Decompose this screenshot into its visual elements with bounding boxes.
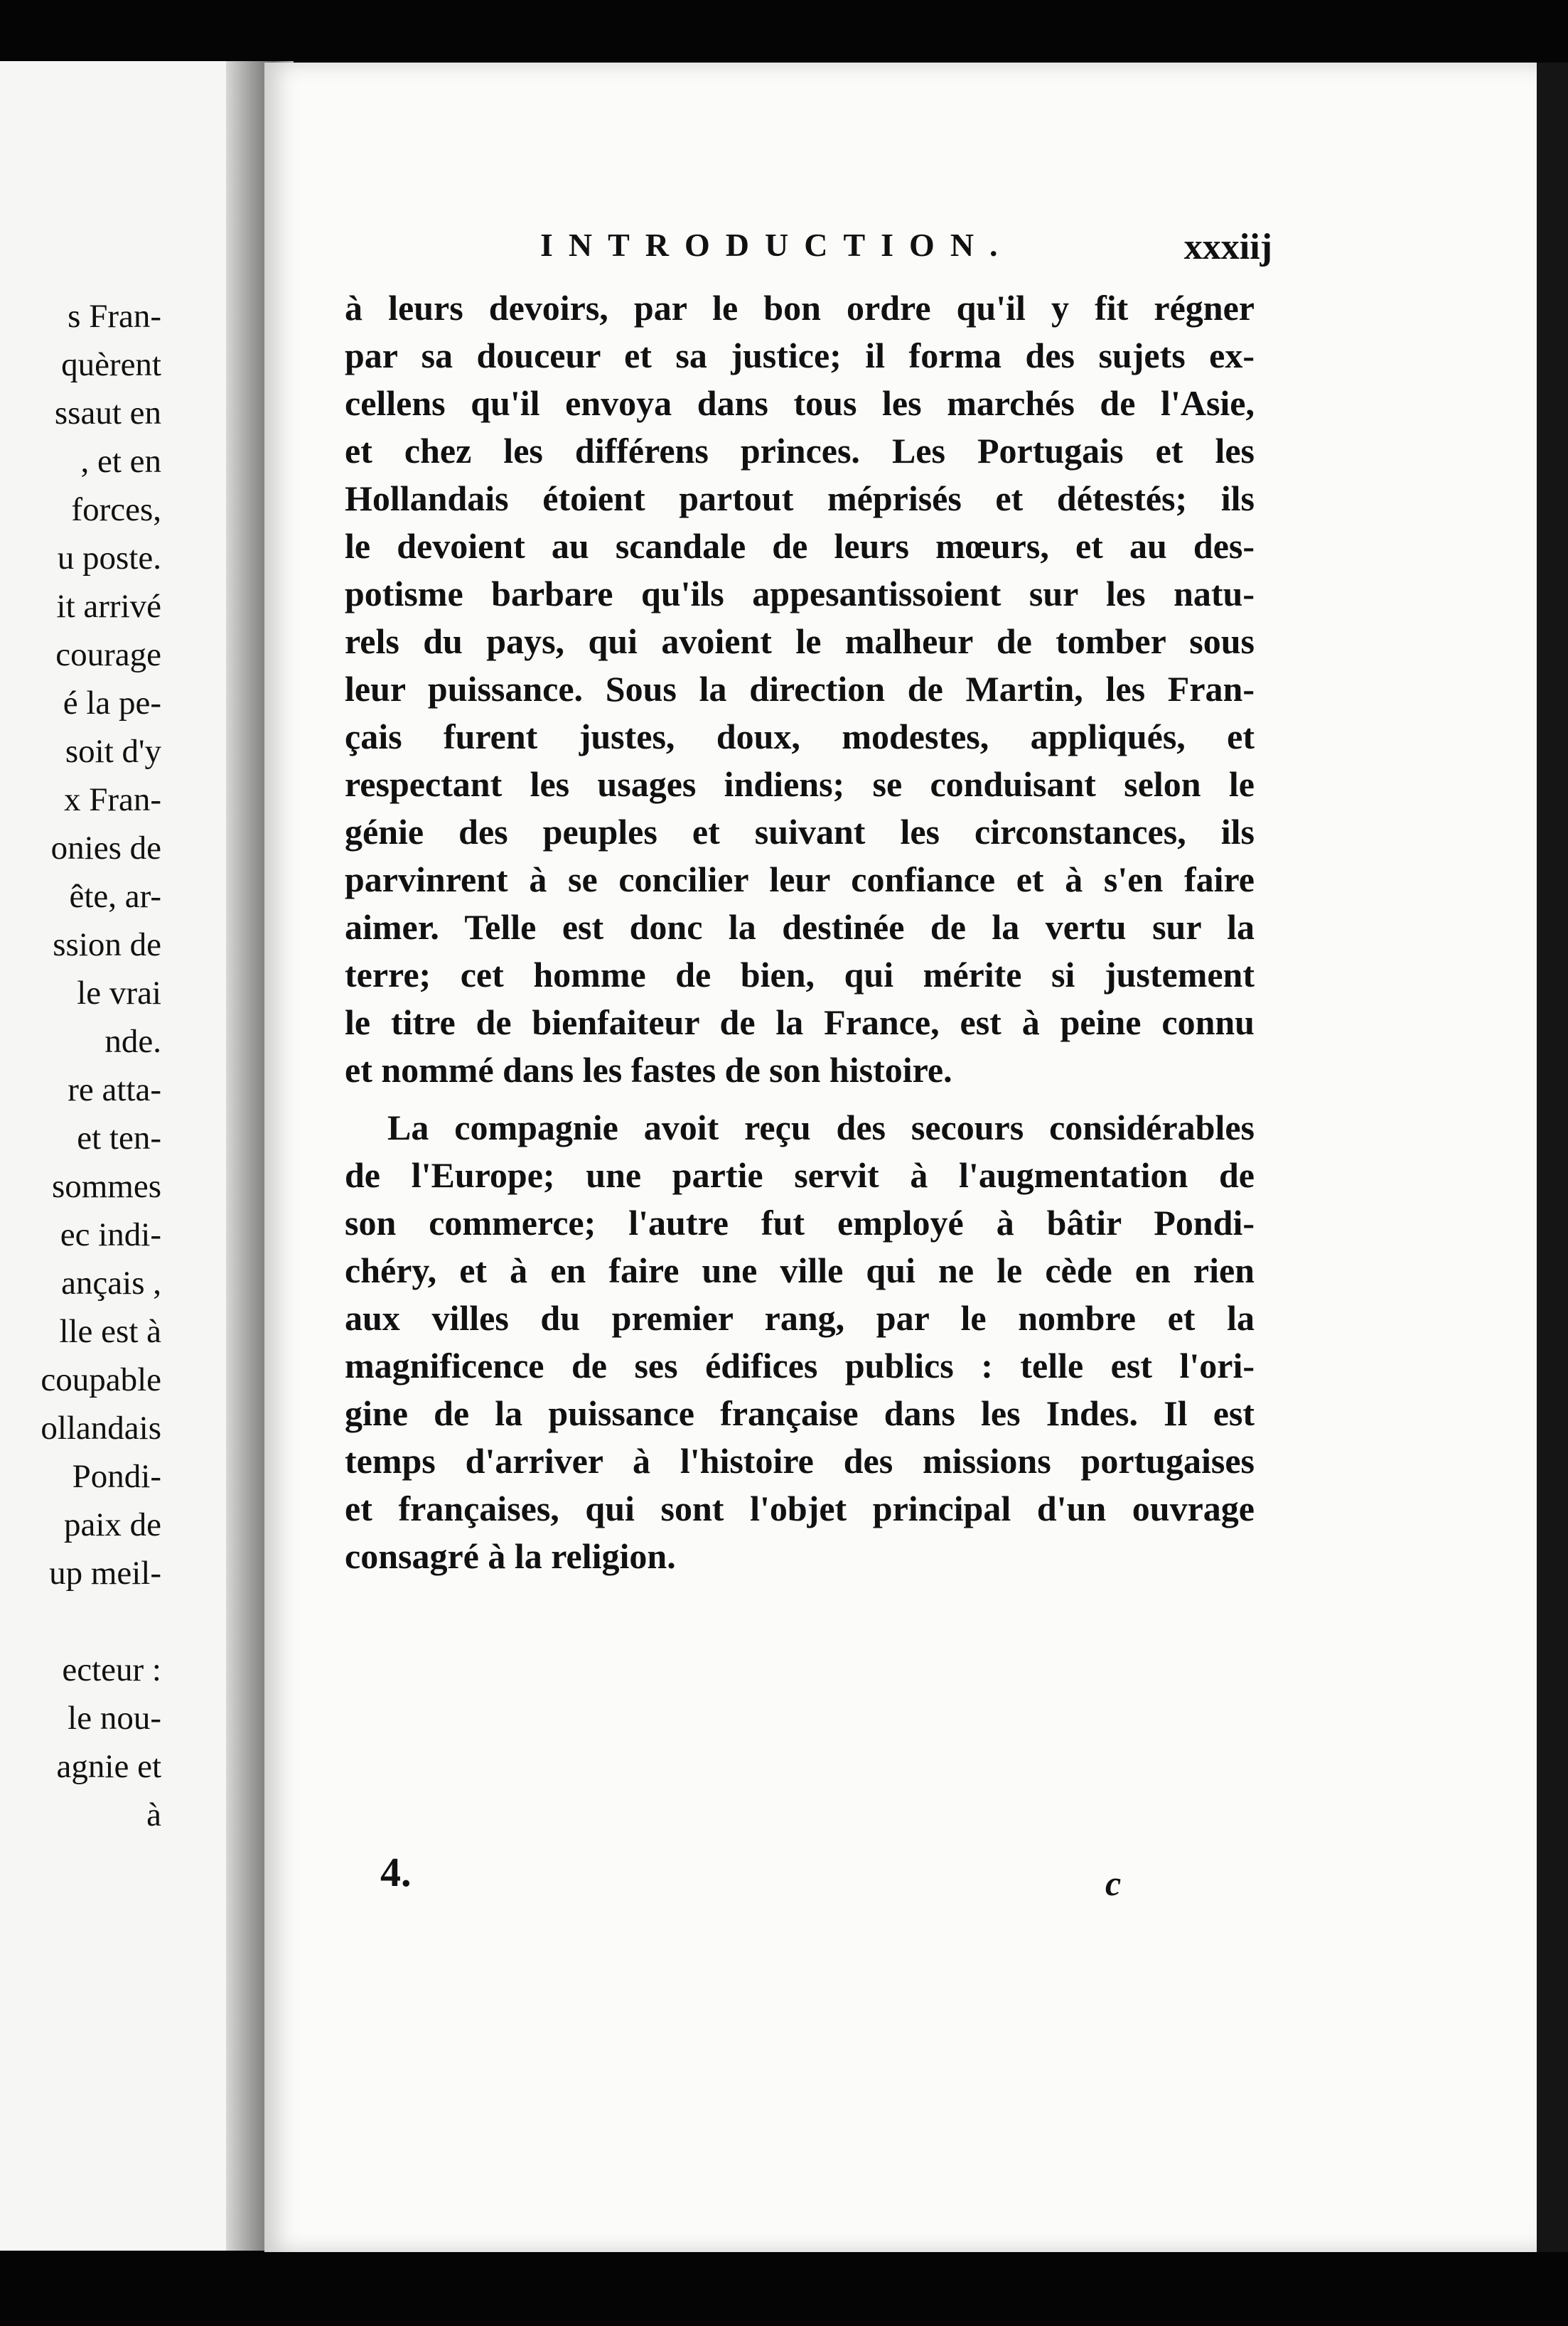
previous-page	[0, 61, 245, 2251]
text-line: et chez les différens princes. Les Portugais et les	[345, 431, 1255, 471]
previous-page-line: , et en	[80, 443, 161, 480]
previous-page-text	[0, 292, 161, 1839]
text-line: La compagnie avoit reçu des secours considérables	[387, 1108, 1255, 1147]
previous-page-line: up meil-	[49, 1555, 161, 1592]
previous-page-line: onies de	[50, 830, 161, 867]
previous-page-line: ête, ar-	[69, 878, 161, 915]
text-line: chéry, et à en faire une ville qui ne le cède en rien	[345, 1250, 1255, 1290]
previous-page-line: forces,	[71, 491, 161, 528]
text-line: son commerce; l'autre fut employé à bâtir Pondi-	[345, 1203, 1255, 1243]
previous-page-line: é la pe-	[63, 685, 161, 722]
text-line: et françaises, qui sont l'objet principal d'un ouvrage	[345, 1489, 1255, 1528]
text-line: le devoient au scandale de leurs mœurs, et au des-	[345, 526, 1255, 566]
text-line: par sa douceur et sa justice; il forma des sujets ex-	[345, 336, 1255, 375]
text-line: et nommé dans les fastes de son histoire.	[345, 1050, 952, 1090]
previous-page-line: soit d'y	[65, 733, 161, 770]
text-line: leur puissance. Sous la direction de Martin, les Fran-	[345, 669, 1255, 709]
paragraph-2	[345, 1104, 1255, 1580]
previous-page-line: coupable	[41, 1361, 161, 1398]
text-line: aimer. Telle est donc la destinée de la vertu sur la	[345, 907, 1255, 947]
text-line: parvinrent à se concilier leur confiance et à s'en faire	[345, 859, 1255, 899]
previous-page-line: quèrent	[61, 346, 161, 383]
text-line: cellens qu'il envoya dans tous les marchés de l'Asie,	[345, 383, 1255, 423]
text-line: rels du pays, qui avoient le malheur de tomber sous	[345, 621, 1255, 661]
previous-page-line: courage	[55, 636, 161, 673]
signature-letter: c	[1105, 1863, 1122, 1903]
paragraph-1	[345, 284, 1255, 1094]
previous-page-line: paix de	[63, 1506, 161, 1543]
previous-page-line: ec indi-	[60, 1216, 161, 1253]
text-line: Hollandais étoient partout méprisés et détestés; ils	[345, 478, 1255, 518]
previous-page-line: nde.	[104, 1023, 161, 1060]
previous-page-line: ecteur :	[62, 1651, 161, 1688]
text-line: gine de la puissance française dans les Indes. Il est	[345, 1393, 1255, 1433]
previous-page-line: le nou-	[68, 1700, 161, 1737]
text-line: le titre de bienfaiteur de la France, est à peine connu	[345, 1002, 1255, 1042]
body-text	[345, 284, 1255, 1580]
running-head: INTRODUCTION.	[540, 227, 1014, 263]
previous-page-line: à	[146, 1796, 161, 1833]
text-line: génie des peuples et suivant les circonstances, ils	[345, 812, 1255, 852]
text-line: çais furent justes, doux, modestes, appliqués, et	[345, 717, 1255, 756]
previous-page-line: lle est à	[59, 1313, 161, 1350]
text-line: à leurs devoirs, par le bon ordre qu'il y fit régner	[345, 288, 1255, 328]
text-line: respectant les usages indiens; se conduisant selon le	[345, 764, 1255, 804]
previous-page-line: Pondi-	[72, 1458, 161, 1495]
previous-page-line: et ten-	[77, 1120, 161, 1157]
previous-page-line: ssion de	[53, 926, 161, 963]
text-line: de l'Europe; une partie servit à l'augmentation de	[345, 1155, 1255, 1195]
previous-page-line: it arrivé	[56, 588, 161, 625]
previous-page-line	[0, 1597, 161, 1646]
text-line: potisme barbare qu'ils appesantissoient sur les natu-	[345, 574, 1255, 613]
text-line: temps d'arriver à l'histoire des missions portugaises	[345, 1441, 1255, 1481]
text-line: magnificence de ses édifices publics : telle est l'ori-	[345, 1346, 1255, 1386]
previous-page-line: x Fran-	[63, 781, 161, 818]
signature-number: 4.	[380, 1849, 412, 1895]
previous-page-line: sommes	[51, 1168, 161, 1205]
text-line: aux villes du premier rang, par le nombre et la	[345, 1298, 1255, 1338]
previous-page-line: le vrai	[77, 975, 161, 1012]
text-line: terre; cet homme de bien, qui mérite si justement	[345, 955, 1255, 995]
text-line: consagré à la religion.	[345, 1536, 676, 1576]
previous-page-line: ssaut en	[54, 395, 161, 432]
previous-page-line: ollandais	[41, 1410, 161, 1447]
previous-page-line: s Fran-	[68, 298, 161, 335]
previous-page-line: agnie et	[56, 1748, 161, 1785]
page-edge-shadow	[1537, 63, 1568, 2252]
previous-page-line: u poste.	[57, 540, 161, 577]
previous-page-line: re atta-	[68, 1071, 161, 1108]
page-number: xxxiij	[1183, 227, 1272, 267]
previous-page-line: ançais ,	[61, 1265, 161, 1302]
